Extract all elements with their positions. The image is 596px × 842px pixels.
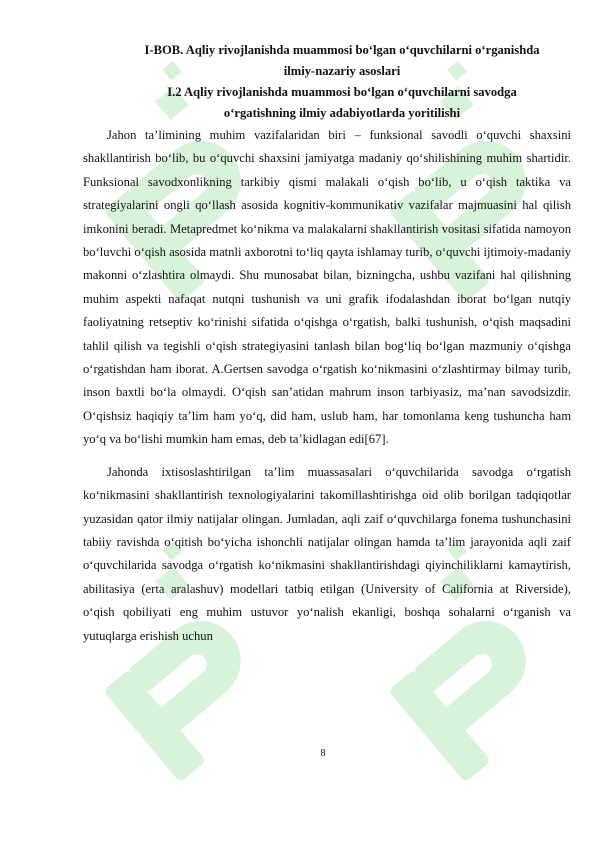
chapter-title — [83, 40, 571, 82]
paragraph: Jahon ta’limining muhim vazifalaridan biri – funksional savodli o‘quvchi shaxsini shakllantirish bo‘lib, bu o‘quvchi shaxsini jamiyatga madaniy qo‘shilishining muhim shartidir. Funksional savodxonlikning tarkibiy qismi malakali o‘qish bo‘lib, u o‘qish taktika va strategiyalarini ongli qo‘llash asosida kognitiv-kommunikativ vazifalar majmuasini hal qilish imkonini beradi. Metapredmet ko‘nikma va malakalarni shakllantirish vositasi sifatida namoyon bo‘luvchi o‘qish asosida matnli axborotni to‘liq qayta ishlamay turib, o‘quvchi ijtimoiy-madaniy makonni o‘zlashtira olmaydi. Shu munosabat bilan, bizningcha, ushbu vazifani hal qilishning muhim aspekti nafaqat nutqni tushunish va uni grafik ifodalashdan iborat bo‘lgan nutqiy faoliyatning retseptiv ko‘rinishi sifatida o‘qishga o‘rgatish, balki tushunish, o‘qish maqsadini tahlil qilish va tegishli o‘qish strategiyasini tanlash bilan bog‘liq bo‘lgan mazmuniy o‘qishga o‘rgatishdan ham iborat. A.Gertsen savodga o‘rgatish ko‘nikmasini o‘zlashtirmay bilmay turib, inson baxtli bo‘la olmaydi. O‘qish san’atidan mahrum inson tarbiyasiz, ma’nan savodsizdir. O‘qishsiz haqiqiy ta’lim ham yo‘q, did ham, uslub ham, har tomonlama keng tushuncha ham yo‘q va bo‘lishi mumkin ham emas, deb ta’kidlagan edi[67]. — [83, 128, 571, 447]
section-title — [83, 82, 571, 124]
paragraph: Jahonda ixtisoslashtirilgan ta’lim muassasalari o‘quvchilarida savodga o‘rgatish ko‘nikmasini shakllantirish texnologiyalarini takomillashtirishga oid olib borilgan tadqiqotlar yuzasidan qator ilmiy natijalar olingan. Jumladan, aqli zaif o‘quvchilarga fonema tushunchasini tabiiy ravishda o‘qitish bo‘yicha ishonchli natijalar olingan hamda ta’lim jarayonida aqli zaif o‘quvchilarida savodga o‘rgatish ko‘nikmasini shakllantirishdagi qiyinchiliklarni kamaytirish, abilitasiya (erta aralashuv) modellari tatbiq etilgan (University of California at Riverside), o‘qish qobiliyati eng muhim ustuvor yo‘nalish ekanligi, boshqa sohalarni o‘rganish va yutuqlarga erishish uchun — [83, 464, 571, 643]
document-body — [83, 40, 571, 648]
chapter-title-line1: I-BOB. Aqliy rivojlanishda muammosi bo‘lgan o‘quvchilarni o‘rganishda — [144, 43, 540, 57]
section-title-line1: I.2 Aqliy rivojlanishda muammosi bo‘lgan o‘quvchilarni savodga — [167, 85, 517, 99]
page-number: 8 — [320, 748, 326, 759]
section-title-line2: o‘rgatishning ilmiy adabiyotlarda yoritilishi — [223, 106, 461, 120]
chapter-title-line2: ilmiy-nazariy asoslari — [283, 64, 401, 78]
